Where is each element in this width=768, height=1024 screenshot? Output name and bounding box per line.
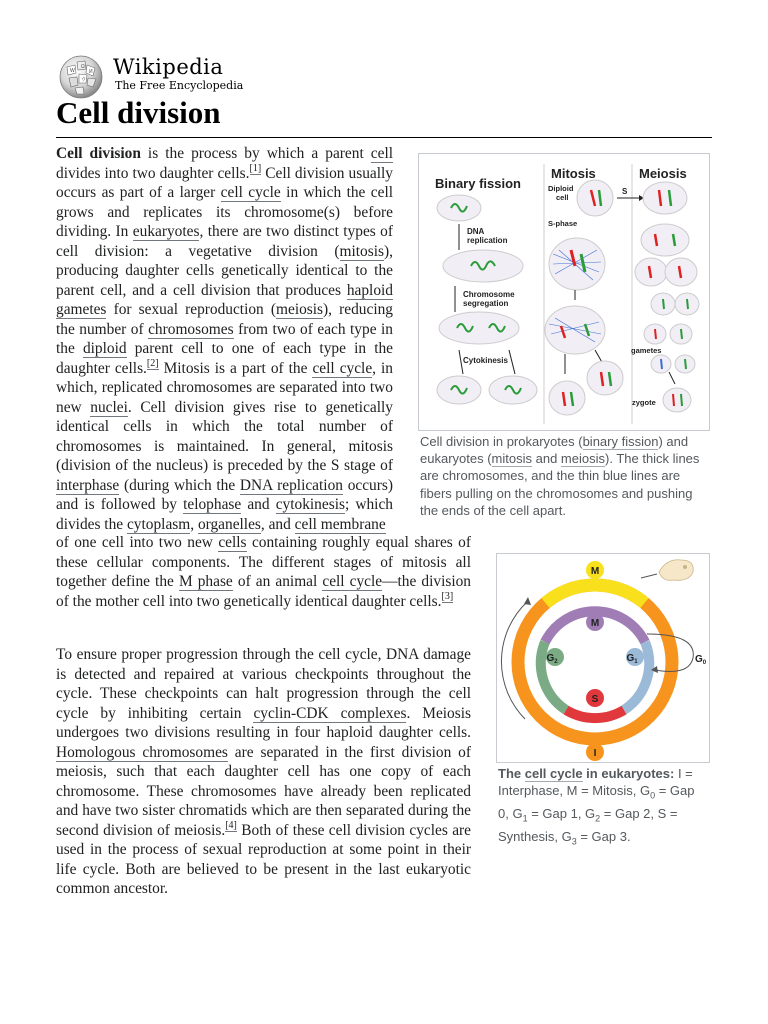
cell-division-diagram [419, 154, 709, 430]
link-binary-fission[interactable]: binary fission [582, 434, 659, 449]
text: (during which the [119, 476, 240, 494]
ref-2[interactable]: [2] [146, 358, 159, 370]
link-cell-membrane[interactable]: cell membrane [294, 515, 386, 533]
text: , in which, replicated chromosomes are separated into two new [56, 359, 393, 416]
text: To ensure proper progression through the cell cycle, DNA damage is detected and repaired at various checkpoints throughout the cycle. These checkpoints can halt progression through the cell cycle by inhibiting certain [56, 646, 471, 722]
text: are separated in the first division of meiosis, such that each daughter cell has one copy of each chromosome. These chromosomes have already been replicated and have two sister chromatids which are then separated during the second division of meiosis. [56, 743, 471, 839]
text: Mitosis is a part of the [158, 359, 313, 377]
text: The [498, 766, 525, 781]
label-s: S [622, 187, 628, 196]
label-cytokinesis: Cytokinesis [463, 356, 508, 365]
svg-text:Ω: Ω [81, 64, 85, 70]
link-cyclin-cdk[interactable]: cyclin-CDK complexes [253, 704, 407, 722]
cell-illustration [659, 560, 693, 581]
text: . Cell division gives rise to genetically identical cells in which the total number of chromosomes is maintained. In general, mitosis (division of the nucleus) is preceded by the S stage of [56, 398, 393, 474]
link-diploid[interactable]: diploid [82, 340, 127, 357]
link-cell-cycle[interactable]: cell cycle [312, 359, 373, 377]
text: —the division of the mother cell into two genetically identical daughter cells. [56, 573, 472, 610]
link-cell-cycle[interactable]: cell cycle [524, 766, 583, 781]
label-s: S [591, 694, 599, 705]
label-gametes: gametes [631, 346, 662, 355]
text: ), reducing the number of [56, 301, 393, 338]
sub: 0 [650, 790, 656, 801]
text: of one cell into two new [56, 534, 219, 551]
sub: 3 [571, 836, 577, 847]
page-title: Cell division [56, 95, 221, 130]
s-arc [566, 710, 624, 718]
label-segregation: segregation [463, 299, 509, 308]
intro-paragraph-part-1 [56, 144, 393, 534]
text: Both of these cell division cycles are used in the process of sexual reproduction at some point in their life cycle. Both are believed to be present in the last eukaryotic common ancestor. [56, 821, 472, 897]
label-m-outer: M [590, 566, 600, 577]
label-i: I [593, 748, 597, 759]
text: for sexual reproduction ( [106, 301, 277, 318]
text: parent cell to one of each type in the daughter cells. [56, 340, 393, 377]
text: and [241, 496, 276, 513]
text: ). The thick lines are chromosomes, and the thin blue lines are fibers pulling on the chromosomes and pushing the ends of the cell apart. [420, 451, 700, 518]
link-meiosis[interactable]: meiosis [276, 301, 324, 318]
cell-division-figure[interactable] [418, 153, 710, 431]
text: in eukaryotes: [582, 766, 675, 781]
link-interphase[interactable]: interphase [56, 476, 120, 494]
wikipedia-tagline: The Free Encyclopedia [115, 79, 244, 92]
text: of an animal [232, 573, 323, 590]
link-mitosis[interactable]: mitosis [491, 451, 532, 467]
text: ) and eukaryotes ( [420, 434, 689, 467]
label-g1: $G_1$ [626, 653, 638, 665]
ref-4[interactable]: [4] [225, 820, 237, 832]
link-haploid-gametes[interactable]: haploid gametes [56, 281, 393, 318]
label-dna: DNA [467, 227, 485, 236]
link-cell-cycle[interactable]: cell cycle [322, 573, 383, 590]
text: divides into two daughter cells. [56, 164, 250, 182]
wikipedia-wordmark[interactable]: Wikipedia [113, 55, 224, 79]
text: = Gap 1, G [527, 806, 596, 821]
label-g0: $G_0$ [695, 654, 707, 666]
cell-cycle-figure[interactable] [496, 553, 710, 763]
link-meiosis[interactable]: meiosis [560, 451, 605, 467]
text: ; which divides the [56, 496, 393, 533]
text: , there are two distinct types of cell division: a vegetative division ( [56, 223, 393, 260]
text: I = Interphase, M = Mitosis, G [498, 766, 693, 799]
label-diploid: Diploid [548, 184, 574, 193]
text: and [532, 451, 561, 467]
link-cytokinesis[interactable]: cytokinesis [275, 496, 345, 513]
figure-2-caption [498, 765, 708, 851]
link-eukaryotes[interactable]: eukaryotes [132, 223, 200, 240]
bold-term: Cell division [56, 145, 141, 162]
text: is the process by which a parent [140, 145, 371, 162]
link-homologous-chromosomes[interactable]: Homologous chromosomes [56, 743, 228, 761]
link-telophase[interactable]: telophase [183, 496, 242, 513]
text: from two of each type in the [56, 320, 393, 357]
sub: 2 [595, 813, 601, 824]
svg-text:ウ: ウ [81, 77, 87, 83]
cell-cycle-diagram [497, 554, 709, 762]
title-divider [56, 137, 712, 138]
link-organelles[interactable]: organelles [197, 515, 261, 533]
heading-binary-fission: Binary fission [435, 176, 521, 191]
text: in which the cell grows and replicates its chromosome(s) before dividing. In [56, 184, 393, 240]
ref-3[interactable]: [3] [441, 591, 454, 603]
heading-meiosis: Meiosis [639, 166, 687, 181]
figure-1-caption [420, 433, 710, 519]
link-cell[interactable]: cell [370, 145, 393, 162]
link-m-phase[interactable]: M phase [178, 573, 233, 590]
label-chromosome: Chromosome [463, 290, 515, 299]
link-cell-cycle[interactable]: cell cycle [220, 184, 281, 201]
link-mitosis[interactable]: mitosis [339, 242, 385, 260]
heading-mitosis: Mitosis [551, 166, 596, 181]
link-chromosomes[interactable]: chromosomes [148, 320, 234, 338]
text: Cell division in prokaryotes ( [420, 434, 583, 449]
text: = Gap 2, S = Synthesis, G [498, 806, 678, 844]
ref-1[interactable]: [1] [249, 163, 262, 175]
link-cytoplasm[interactable]: cytoplasm [126, 515, 191, 533]
label-cell: cell [556, 193, 569, 202]
intro-paragraph-part-2 [56, 533, 471, 611]
text: = Gap 0, G [498, 783, 695, 821]
label-g2: $G_2$ [546, 653, 558, 665]
label-zygote: zygote [632, 398, 656, 407]
text: , [190, 515, 198, 533]
svg-text:И: И [89, 69, 93, 75]
text: , and [260, 515, 295, 533]
text: = Gap 3. [576, 828, 631, 844]
sub: 1 [522, 813, 528, 824]
label-s-phase: S-phase [548, 219, 578, 228]
mitosis-arc [546, 585, 645, 603]
text: ), producing daughter cells genetically identical to the parent cell, and a cell division that produces [56, 242, 393, 299]
link-nuclei[interactable]: nuclei [90, 398, 128, 416]
text: containing roughly equal shares of these cellular components. The different stages of mitosis all together define the [56, 534, 471, 590]
wikipedia-globe-icon[interactable] [56, 53, 106, 99]
label-replication: replication [467, 236, 508, 245]
text: Cell division usually occurs as part of a larger [56, 164, 393, 201]
link-cells[interactable]: cells [218, 534, 247, 551]
link-dna-replication[interactable]: DNA replication [239, 476, 343, 494]
text: . Meiosis undergoes two divisions resulting in four haploid daughter cells. [56, 704, 472, 741]
checkpoint-paragraph [56, 645, 471, 899]
label-m-inner: M [590, 618, 600, 629]
text: occurs) and is followed by [56, 476, 393, 513]
svg-text:W: W [70, 68, 75, 74]
